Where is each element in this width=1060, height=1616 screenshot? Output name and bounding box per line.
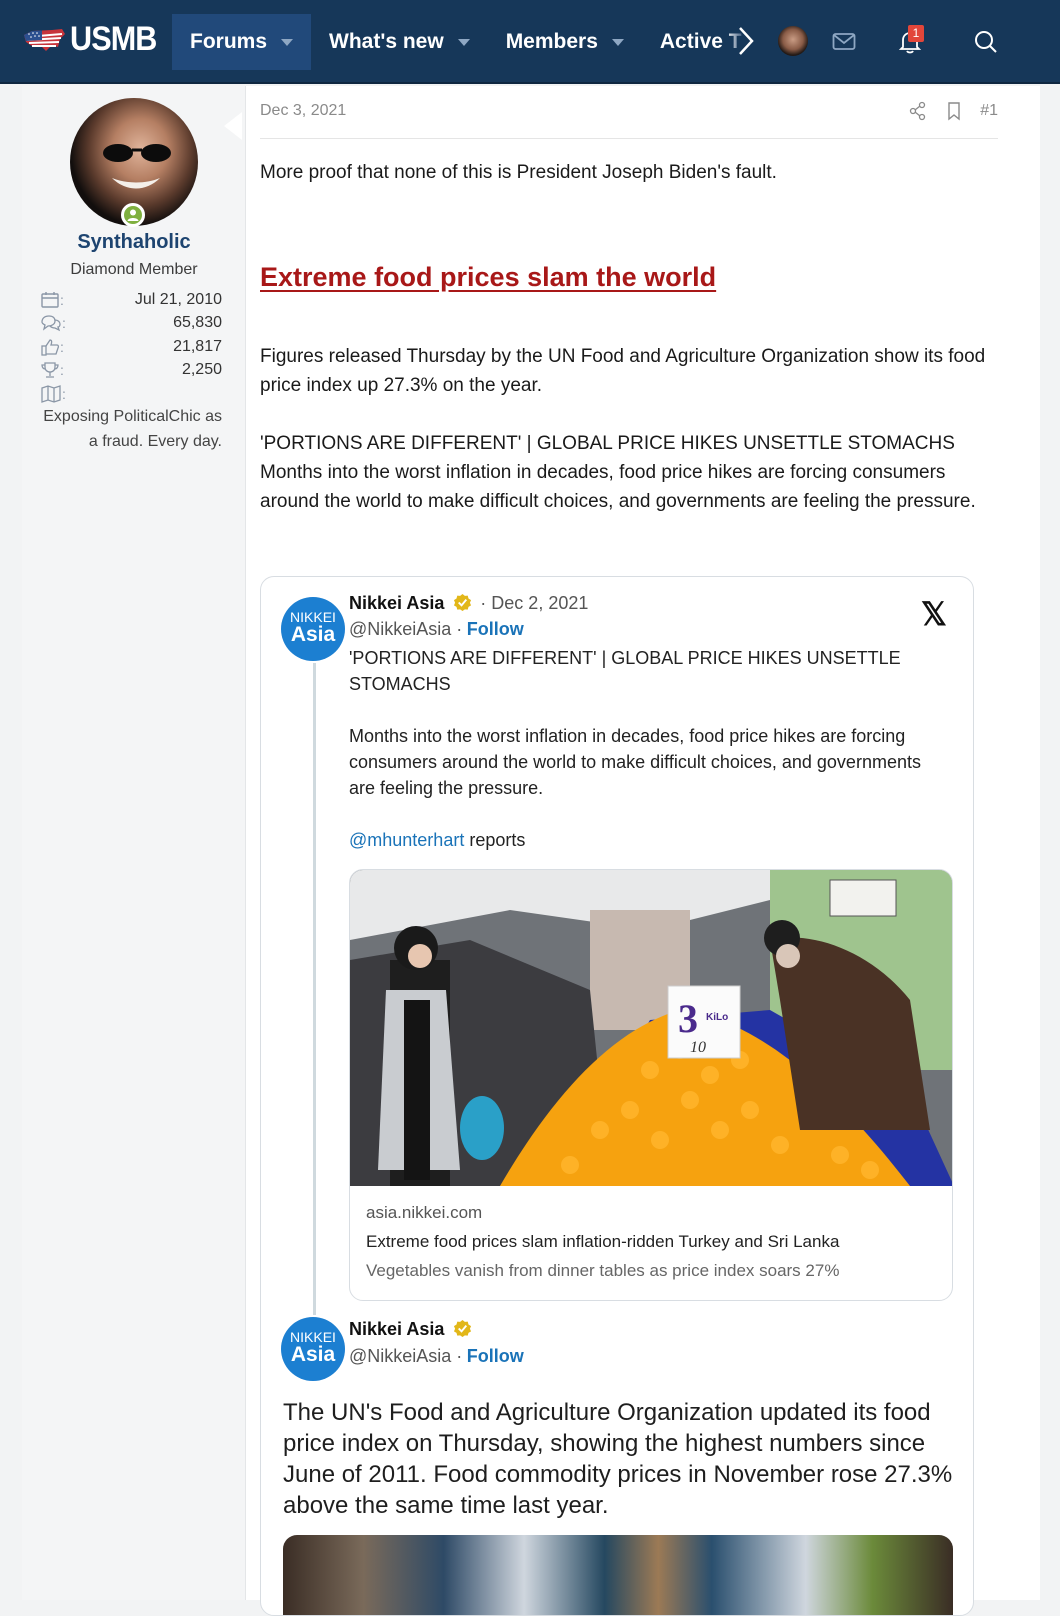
user-info-panel: [22, 86, 246, 1600]
mention-suffix: reports: [464, 830, 526, 850]
top-nav-bar: [0, 0, 1060, 84]
stat-joined: [40, 288, 222, 312]
x-logo-icon[interactable]: 𝕏: [921, 596, 947, 632]
post-paragraph-2-title: 'PORTIONS ARE DIFFERENT' | GLOBAL PRICE HIKES UNSETTLE STOMACHS: [260, 433, 955, 454]
post-paragraph-1: Figures released Thursday by the UN Food and Agriculture Organization show its food price index up 27.3% on the year.: [260, 346, 986, 396]
nav-whats-new-label: What's new: [329, 30, 444, 53]
user-title: Diamond Member: [70, 261, 198, 278]
nav-forums[interactable]: [172, 14, 311, 70]
chevron-right-icon[interactable]: [736, 24, 756, 58]
online-status-icon: [121, 203, 145, 227]
thumbs-up-icon: :: [40, 338, 64, 356]
tweet2-handle-row: [349, 1346, 524, 1367]
chevron-down-icon[interactable]: [458, 39, 470, 46]
tweet1-header: [349, 593, 588, 614]
svg-text:10: 10: [690, 1039, 706, 1056]
tweet1-mention-row: [349, 827, 525, 853]
nav-whats-new[interactable]: [311, 14, 488, 70]
map-icon: :: [40, 385, 66, 403]
mention-link[interactable]: @mhunterhart: [349, 830, 465, 850]
store-photo: [283, 1535, 953, 1615]
post-date[interactable]: Dec 3, 2021: [260, 102, 347, 119]
verified-badge-icon: [453, 593, 472, 612]
avatar-text-bottom: Asia: [290, 623, 336, 646]
verified-badge-icon: [453, 1319, 472, 1338]
bookmark-icon[interactable]: [946, 101, 962, 121]
tweet-author-name[interactable]: Nikkei Asia: [349, 593, 445, 613]
divider: [260, 138, 998, 139]
svg-text:3: 3: [678, 996, 698, 1041]
tweet1-handle-row: [349, 619, 524, 640]
post-number[interactable]: #1: [980, 102, 998, 119]
site-logo[interactable]: [22, 20, 166, 59]
svg-text:KiLo: KiLo: [706, 1012, 729, 1023]
user-signature: Exposing PoliticalChic as a fraud. Every day.: [43, 408, 222, 450]
card-title[interactable]: Extreme food prices slam inflation-ridden Turkey and Sri Lanka: [366, 1232, 840, 1251]
stat-points-value: 2,250: [181, 361, 222, 379]
link-preview-card[interactable]: [349, 869, 953, 1301]
post-header: [260, 96, 998, 126]
logo-text: USMB: [70, 20, 157, 58]
search-button[interactable]: [968, 24, 1004, 60]
sunglasses-graphic: [98, 142, 176, 164]
avatar-text-top: NIKKEI: [290, 609, 336, 625]
tweet-handle[interactable]: @NikkeiAsia ·: [349, 619, 463, 639]
twitter-embed[interactable]: [260, 576, 974, 1616]
stat-reactions-value: 21,817: [173, 337, 222, 355]
thread-line: [313, 663, 316, 1315]
market-photo: [350, 870, 953, 1186]
stat-reactions: [40, 335, 222, 359]
tweet-handle[interactable]: @NikkeiAsia ·: [349, 1346, 463, 1366]
account-avatar[interactable]: [778, 26, 808, 56]
stat-messages: [40, 312, 222, 336]
nav-active-label: Active T: [659, 30, 742, 53]
stat-joined-value: Jul 21, 2010: [134, 290, 222, 308]
follow-link[interactable]: Follow: [466, 619, 524, 639]
message-pointer: [224, 112, 242, 140]
share-icon[interactable]: [908, 101, 928, 121]
follow-link[interactable]: Follow: [466, 1346, 524, 1366]
tweet1-title: 'PORTIONS ARE DIFFERENT' | GLOBAL PRICE HIKES UNSETTLE STOMACHS: [349, 648, 901, 694]
article-headline-link[interactable]: Extreme food prices slam the world: [260, 262, 717, 292]
stat-messages-value: 65,830: [173, 314, 222, 332]
post-intro: More proof that none of this is President Joseph Biden's fault.: [260, 162, 777, 183]
envelope-icon: [832, 32, 856, 52]
nav-forums-label: Forums: [190, 30, 268, 53]
tweet-date[interactable]: · Dec 2, 2021: [480, 593, 589, 613]
nav-members[interactable]: [488, 14, 642, 70]
tweet2-body: The UN's Food and Agriculture Organization updated its food price index on Thursday, showing the highest numbers since June of 2011. Food commodity prices in November rose 27.3% above the same time last year.: [283, 1399, 953, 1519]
card-domain: asia.nikkei.com: [366, 1203, 483, 1222]
notification-badge: 1: [908, 25, 924, 42]
tweet2-header: [349, 1319, 472, 1340]
main-nav: [172, 14, 742, 70]
nav-members-label: Members: [505, 30, 598, 53]
stat-location: [40, 382, 222, 406]
market-scene-graphic: [350, 870, 953, 1186]
calendar-icon: :: [40, 291, 64, 309]
avatar-text-bottom: Asia: [290, 1343, 336, 1366]
tweet-author-name[interactable]: Nikkei Asia: [349, 1319, 445, 1339]
card-meta: [366, 1198, 938, 1285]
user-stats: [40, 288, 222, 406]
username[interactable]: Synthaholic: [77, 231, 191, 253]
stat-points: [40, 359, 222, 383]
search-icon: [973, 29, 999, 55]
smile-graphic: [108, 174, 164, 194]
trophy-icon: :: [40, 361, 64, 379]
us-flag-map-icon: [22, 25, 66, 55]
nikkei-asia-avatar[interactable]: [281, 597, 345, 661]
chevron-down-icon[interactable]: [281, 39, 293, 46]
avatar-text-top: NIKKEI: [290, 1329, 336, 1345]
nav-active-threads[interactable]: [642, 14, 742, 70]
post-paragraph-2-body: Months into the worst inflation in decades, food price hikes are forcing consumers around the world to make difficult choices, and governments are feeling the pressure.: [260, 462, 976, 512]
chevron-down-icon[interactable]: [612, 39, 624, 46]
messages-icon: :: [40, 314, 66, 332]
post-container: [22, 86, 1040, 1600]
card-description: Vegetables vanish from dinner tables as price index soars 27%: [366, 1261, 840, 1280]
tweet1-body: Months into the worst inflation in decades, food price hikes are forcing consumers around the world to make difficult choices, and governments are feeling the pressure.: [349, 726, 921, 798]
inbox-button[interactable]: [826, 24, 862, 60]
post-actions: [908, 101, 998, 121]
nikkei-asia-avatar[interactable]: [281, 1317, 345, 1381]
